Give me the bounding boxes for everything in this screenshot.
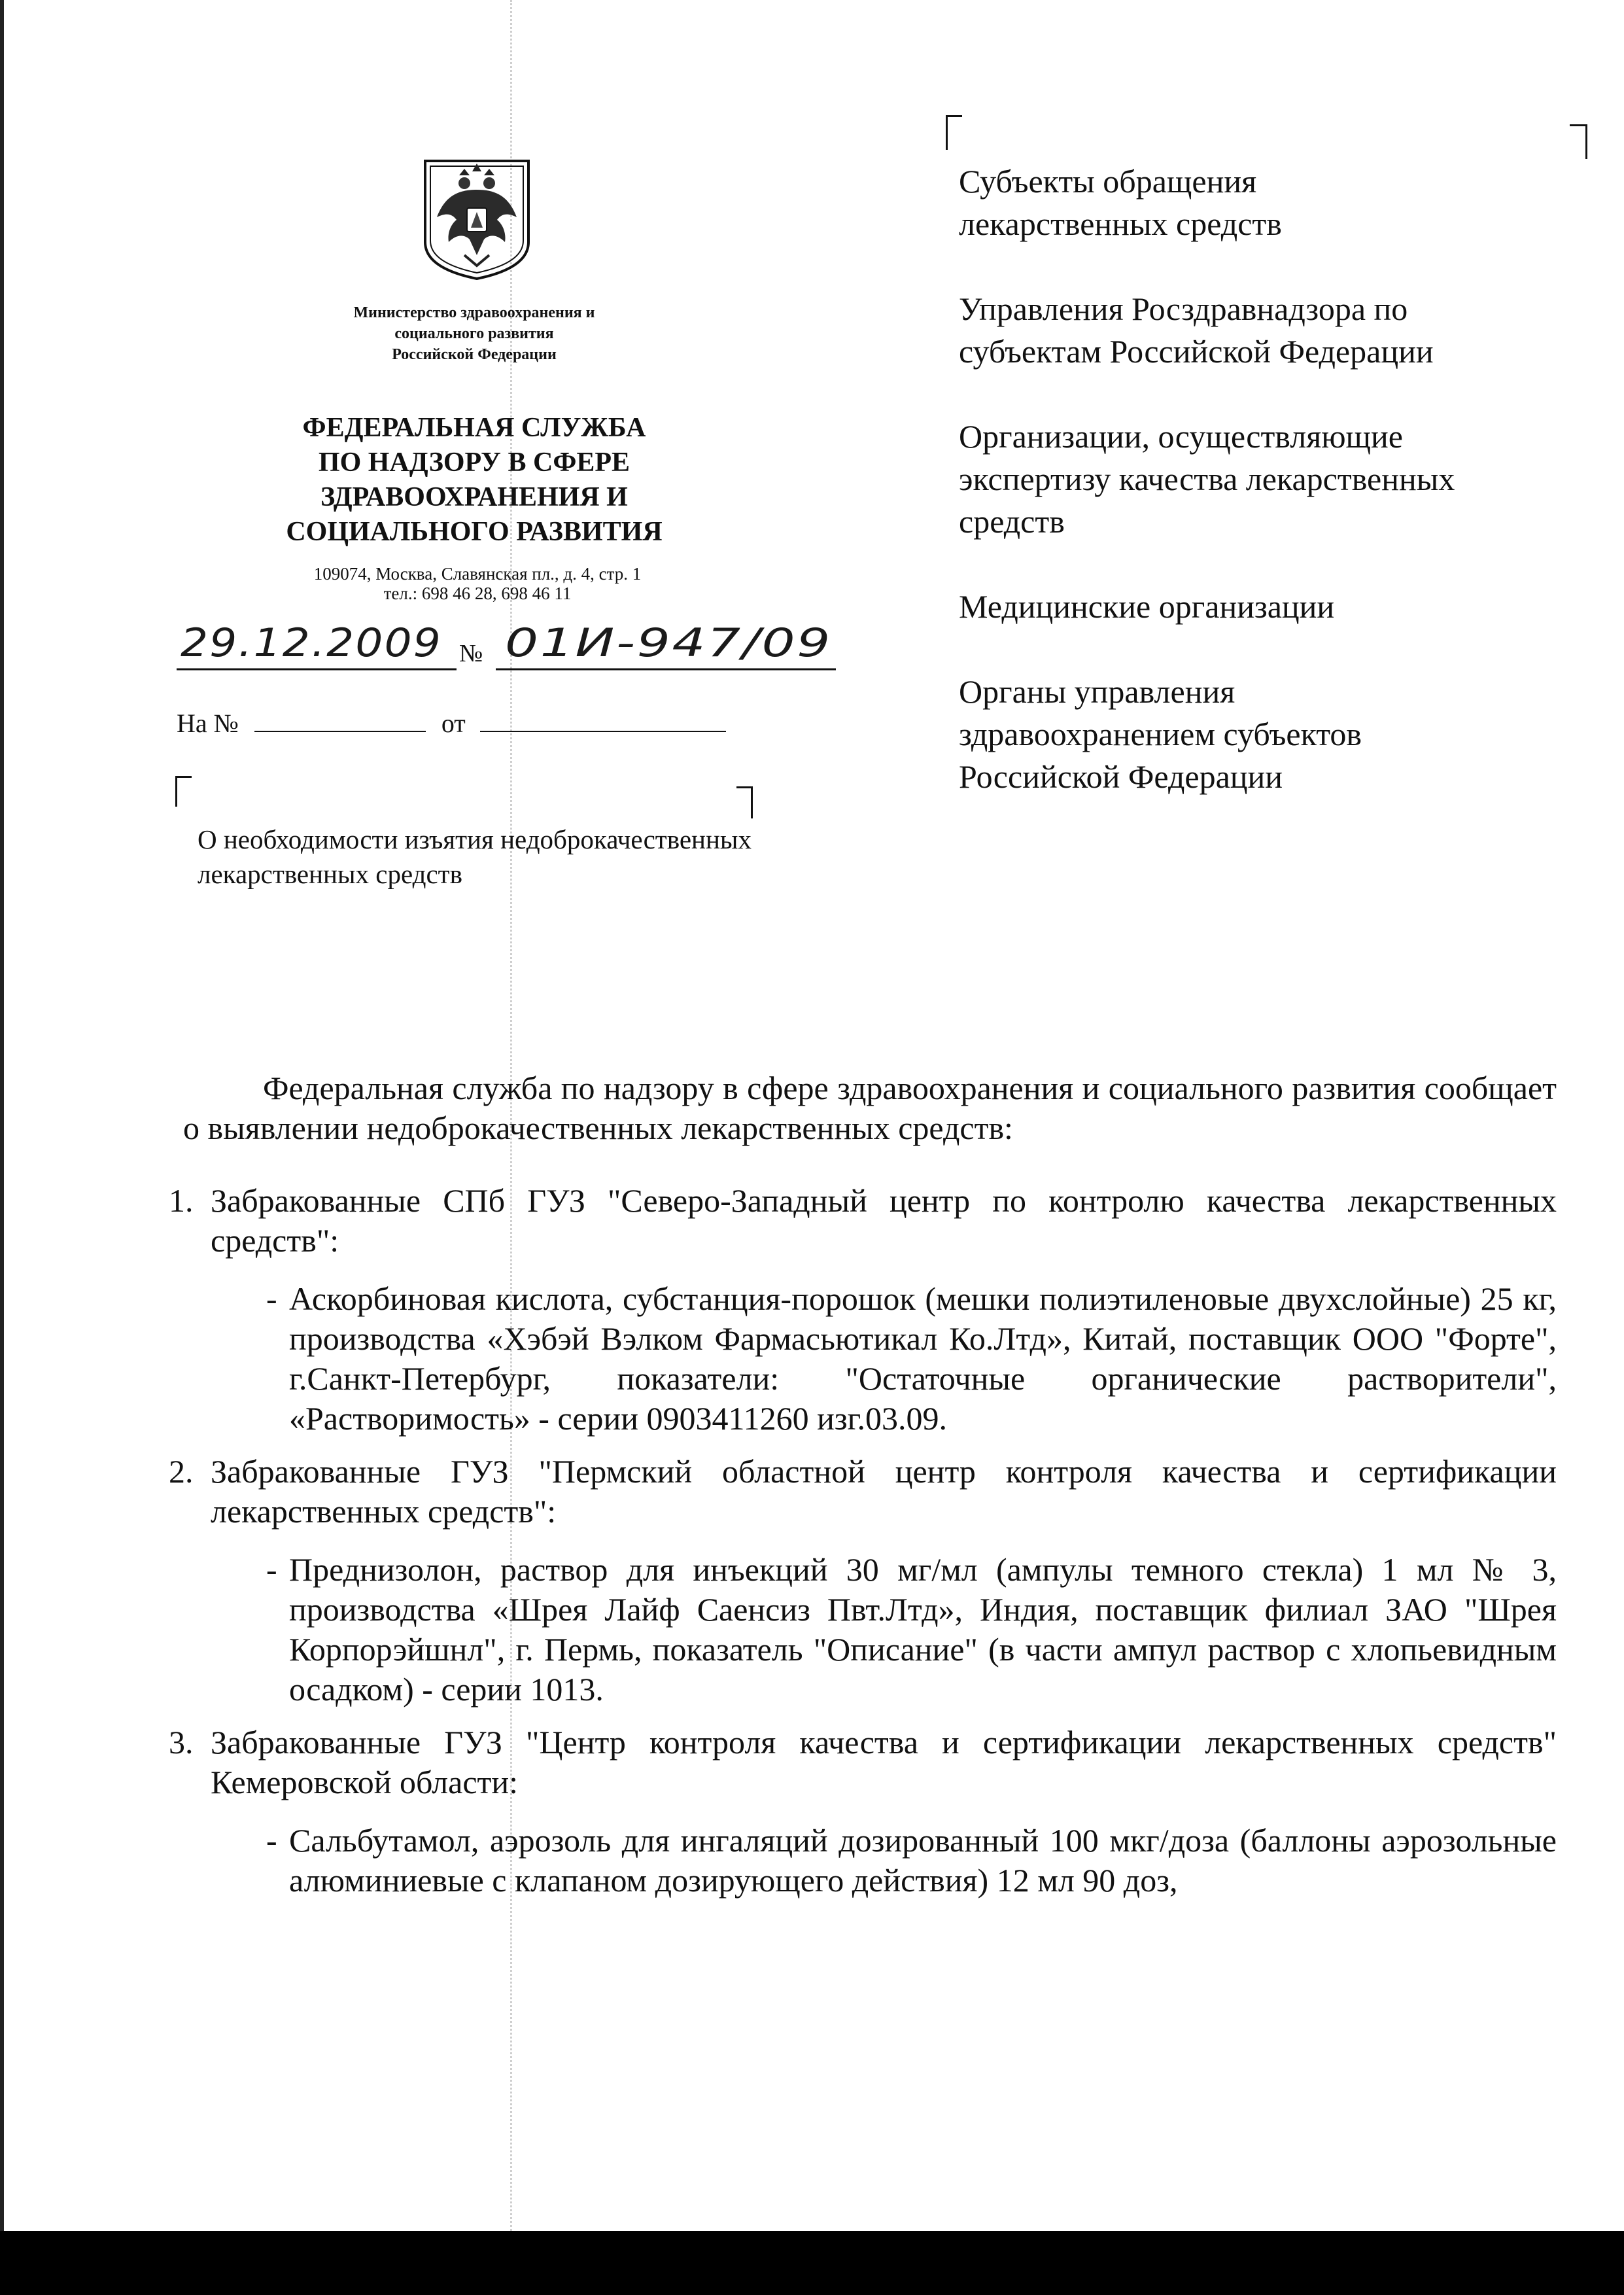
addressee-line: Управления Росздравнадзора по	[959, 290, 1408, 327]
list-item	[169, 1723, 1557, 1901]
item-detail	[266, 1279, 1557, 1439]
item-detail-text: Преднизолон, раствор для инъекций 30 мг/мл (ампулы темного стекла) 1 мл № 3, производства «Шрея Лайф Саенсиз Пвт.Лтд», Индия, поставщик филиал ЗАО "Шрея Корпорэйшнл", г. Пермь, показатель "Описание" (в части ампул раствор с хлопьевидным осадком) - серии 1013.	[289, 1551, 1557, 1708]
addressee-line: Субъекты обращения	[959, 163, 1257, 200]
item-detail	[266, 1550, 1557, 1709]
addressee	[959, 160, 1613, 245]
item-detail-text: Сальбутамол, аэрозоль для ингаляций дозированный 100 мкг/доза (баллоны аэрозольные алюминиевые с клапаном дозирующего действия) 12 мл 90 доз,	[289, 1822, 1557, 1899]
intro-paragraph: Федеральная служба по надзору в сфере здравоохранения и социального развития сообщает о выявлении недоброкачественных лекарственных средств:	[183, 1070, 1557, 1146]
addressee	[959, 415, 1613, 543]
list-item	[169, 1452, 1557, 1709]
subject-bracket-right	[736, 786, 753, 818]
addressee-line: Медицинские организации	[959, 588, 1335, 625]
list-item	[169, 1181, 1557, 1439]
reply-number-blank	[254, 709, 426, 732]
number-value: 01И-947/09	[505, 620, 832, 666]
handwritten-date	[177, 605, 458, 677]
service-line: ФЕДЕРАЛЬНАЯ СЛУЖБА	[302, 413, 646, 443]
addressee-bracket-right	[1570, 124, 1587, 159]
addressee-line: экспертизу качества лекарственных	[959, 461, 1455, 497]
date-value: 29.12.2009	[181, 620, 442, 666]
item-number: 2.	[169, 1453, 194, 1490]
dash-bullet: -	[266, 1280, 277, 1317]
ministry-line: социального развития	[394, 325, 554, 342]
item-detail	[266, 1821, 1557, 1901]
letter-subject: О необходимости изъятия недоброкачественных лекарственных средств	[198, 824, 752, 889]
addressee-bracket-left	[946, 115, 962, 150]
item-heading: Забракованные ГУЗ "Центр контроля качества и сертификации лекарственных средств" Кемеровской области:	[211, 1724, 1557, 1800]
addressee-line: здравоохранением субъектов	[959, 716, 1362, 752]
addressee	[959, 586, 1613, 628]
addressee-line: Организации, осуществляющие	[959, 418, 1404, 455]
service-line: ЗДРАВООХРАНЕНИЯ И	[320, 482, 628, 512]
russian-coat-of-arms-icon	[419, 157, 535, 281]
ministry-name	[275, 302, 674, 365]
scan-left-edge	[0, 0, 4, 2231]
dash-bullet: -	[266, 1822, 277, 1859]
from-label: от	[441, 709, 466, 738]
letter-body	[169, 1068, 1557, 1914]
number-sign: №	[459, 640, 483, 667]
addressee-list	[959, 160, 1613, 841]
item-heading: Забракованные СПб ГУЗ "Северо-Западный центр по контролю качества лекарственных средств":	[211, 1182, 1557, 1259]
reply-label: На №	[177, 709, 239, 738]
item-heading: Забракованные ГУЗ "Пермский областной центр контроля качества и сертификации лекарственных средств":	[211, 1453, 1557, 1530]
addressee	[959, 671, 1613, 798]
rejected-drugs-list	[169, 1181, 1557, 1901]
reply-date-blank	[480, 709, 726, 732]
addressee-line: Органы управления	[959, 673, 1235, 710]
ministry-line: Российской Федерации	[392, 346, 557, 363]
service-line: СОЦИАЛЬНОГО РАЗВИТИЯ	[286, 517, 663, 547]
subject-bracket-left	[175, 776, 192, 807]
address-line: 109074, Москва, Славянская пл., д. 4, стр. 1	[313, 564, 642, 584]
scan-bottom-bar	[0, 2231, 1624, 2295]
reply-reference	[177, 708, 726, 739]
item-detail-text: Аскорбиновая кислота, субстанция-порошок (мешки полиэтиленовые двухслойные) 25 кг, производства «Хэбэй Вэлком Фармасьютикал Ко.Лтд», Китай, поставщик ООО "Форте", г.Санкт-Петербург, показатели: "Остаточные органические растворители", «Растворимость» - серии 0903411260 изг.03.09.	[289, 1280, 1557, 1437]
item-number: 1.	[169, 1182, 194, 1219]
addressee-line: средств	[959, 503, 1065, 540]
addressee-line: субъектам Российской Федерации	[959, 333, 1434, 370]
dash-bullet: -	[266, 1551, 277, 1588]
addressee	[959, 288, 1613, 373]
phone-line: тел.: 698 46 28, 698 46 11	[383, 584, 572, 603]
addressee-line: лекарственных средств	[959, 205, 1282, 242]
service-address	[209, 564, 746, 603]
handwritten-number	[496, 605, 849, 677]
item-number: 3.	[169, 1724, 194, 1761]
ministry-line: Министерство здравоохранения и	[353, 304, 595, 321]
service-line: ПО НАДЗОРУ В СФЕРЕ	[318, 447, 631, 478]
service-name	[216, 411, 733, 550]
addressee-line: Российской Федерации	[959, 758, 1283, 795]
